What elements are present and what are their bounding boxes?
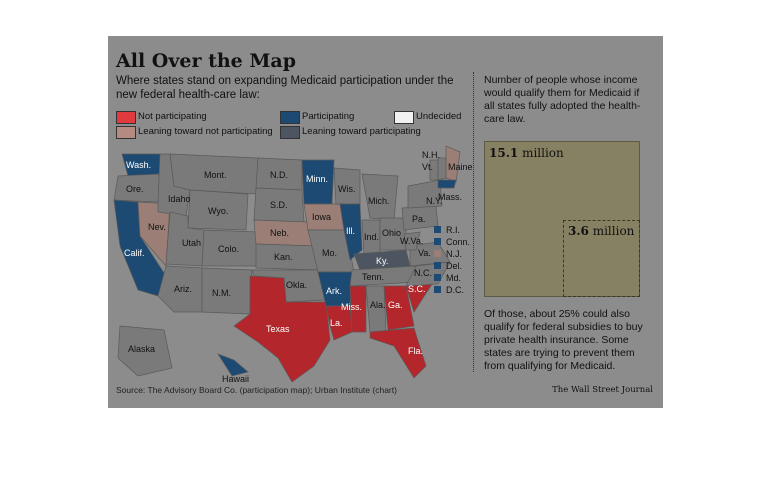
label-fla: Fla. [408,346,424,356]
label-wva: W.Va. [400,236,424,246]
label-dc: D.C. [446,285,464,295]
label-wis: Wis. [338,184,356,194]
legend-label-participating: Participating [302,111,355,122]
label-mass: Mass. [438,192,463,202]
label-ky: Ky. [376,256,389,266]
small-value-unit: million [592,224,635,238]
label-ala: Ala. [370,300,386,310]
label-mich: Mich. [368,196,390,206]
small-value-number: 3.6 [568,224,589,238]
label-ill: Ill. [346,226,355,236]
state-hawaii [218,354,248,376]
publication-credit: The Wall Street Journal [552,385,653,395]
label-vt: Vt. [422,162,434,172]
label-hawaii: Hawaii [222,374,250,384]
label-alaska: Alaska [128,344,156,354]
label-nc: N.C. [414,268,432,278]
infographic-subtitle: Where states stand on expanding Medicaid participation under the new federal health-care law: [116,75,454,101]
label-nd: N.D. [270,170,288,180]
label-pa: Pa. [412,214,426,224]
label-sd: S.D. [270,200,288,210]
big-value-number: 15.1 [489,146,519,160]
big-value-unit: million [522,146,564,160]
state-nh [438,158,446,180]
legend-swatch-undecided [394,111,414,124]
label-va: Va. [418,248,431,258]
label-ariz: Ariz. [174,284,192,294]
legend-label-leaning-participating: Leaning toward participating [302,126,421,137]
label-ark: Ark. [326,286,343,296]
label-nh: N.H. [422,150,440,160]
right-panel-intro: Number of people whose income would qualify them for Medicaid if all states fully adopted the health-care law. [484,74,641,125]
panel-divider [473,72,474,372]
label-conn: Conn. [446,237,471,247]
infographic-card [108,36,663,408]
label-ny: N.Y. [426,196,443,206]
label-sc: S.C. [408,284,426,294]
label-nm: N.M. [212,288,231,298]
label-md: Md. [446,273,462,283]
source-note: Source: The Advisory Board Co. (participation map); Urban Institute (chart) [116,385,397,395]
label-texas: Texas [266,324,290,334]
label-nj: N.J. [446,249,463,259]
label-tenn: Tenn. [362,272,385,282]
label-miss: Miss. [341,302,362,312]
label-la: La. [330,318,343,328]
legend-label-not-participating: Not participating [138,111,207,122]
state-mass [438,180,456,188]
label-nev: Nev. [148,222,166,232]
legend-swatch-leaning-not [116,126,136,139]
label-utah: Utah [182,238,202,248]
right-panel-outro: Of those, about 25% could also qualify for federal subsidies to buy private health insurance. Some states are trying to prevent them from qualifying for Medicaid. [484,308,643,372]
label-ore: Ore. [126,184,144,194]
label-ohio: Ohio [382,228,402,238]
label-del: Del. [446,261,463,271]
legend-swatch-leaning-participating [280,126,300,139]
label-idaho: Idaho [168,194,191,204]
label-iowa: Iowa [312,212,332,222]
us-map [108,146,473,386]
label-calif: Calif. [124,248,145,258]
label-ga: Ga. [388,300,403,310]
label-minn: Minn. [306,174,329,184]
legend-label-leaning-not: Leaning toward not participating [138,126,273,137]
label-maine: Maine [448,162,473,172]
label-kan: Kan. [274,252,293,262]
label-wash: Wash. [126,160,152,170]
legend-swatch-not-participating [116,111,136,124]
big-value [489,146,564,160]
label-ri: R.I. [446,225,461,235]
infographic-title: All Over the Map [116,50,297,72]
label-ind: Ind. [364,232,380,242]
label-colo: Colo. [218,244,240,254]
label-okla: Okla. [286,280,308,290]
label-wyo: Wyo. [208,206,229,216]
small-value [568,224,634,238]
label-neb: Neb. [270,228,290,238]
label-mont: Mont. [204,170,227,180]
label-mo: Mo. [322,248,338,258]
legend-label-undecided: Undecided [416,111,462,122]
legend-swatch-participating [280,111,300,124]
